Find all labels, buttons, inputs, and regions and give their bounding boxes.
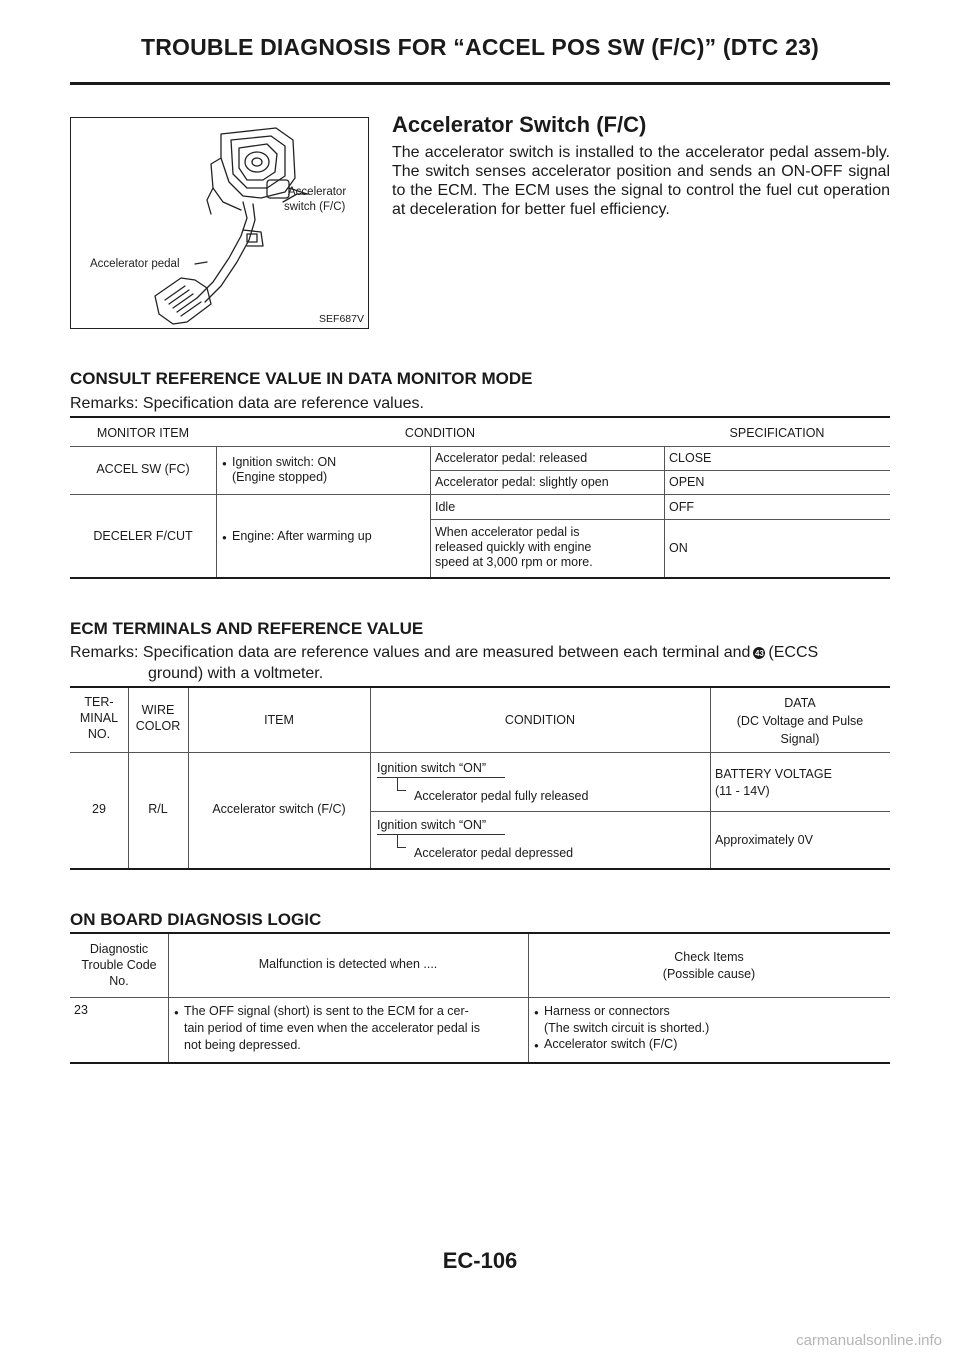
ecm-condition-b-top: Ignition switch “ON” — [377, 818, 487, 832]
consult-heading: CONSULT REFERENCE VALUE IN DATA MONITOR MODE — [70, 369, 533, 388]
data-line: (11 - 14V) — [715, 784, 770, 798]
table-rule — [430, 519, 890, 520]
condition-line: released quickly with engine — [435, 540, 592, 554]
ecm-terminal-number: 29 — [92, 802, 106, 816]
obd-header-check — [528, 949, 890, 983]
table-divider — [168, 934, 169, 1063]
table-divider — [128, 688, 129, 869]
header-line: MINAL — [79, 711, 119, 725]
section-title: Accelerator Switch (F/C) — [392, 112, 647, 137]
consult-sub-condition: Accelerator pedal: slightly open — [435, 475, 609, 489]
ecm-heading: ECM TERMINALS AND REFERENCE VALUE — [70, 619, 424, 638]
consult-header-monitor-item: MONITOR ITEM — [96, 426, 190, 440]
condition-line: When accelerator pedal is — [435, 525, 580, 539]
table-rule — [370, 811, 890, 812]
accelerator-switch-figure — [70, 117, 369, 329]
consult-condition-main — [222, 455, 427, 485]
obd-check-item-harness — [534, 1003, 884, 1037]
ecm-remarks-line2: ground) with a voltmeter. — [148, 665, 324, 682]
check-line: (The switch circuit is shorted.) — [544, 1021, 710, 1035]
consult-condition-main: ● Engine: After warming up — [222, 529, 427, 544]
ecm-item: Accelerator switch (F/C) — [212, 802, 346, 816]
table-divider — [710, 688, 711, 869]
ecm-wire-color: R/L — [148, 802, 168, 816]
consult-item-accel-sw: ACCEL SW (FC) — [96, 462, 190, 476]
consult-sub-condition: Idle — [435, 500, 456, 514]
ecm-header-condition: CONDITION — [504, 713, 576, 727]
consult-header-specification: SPECIFICATION — [729, 426, 825, 440]
table-rule — [70, 997, 890, 998]
header-line: Signal) — [780, 732, 820, 746]
header-line: Diagnostic — [89, 942, 149, 956]
header-rule — [70, 82, 890, 85]
obd-header-dtc — [70, 941, 168, 989]
consult-sub-condition — [435, 525, 661, 570]
header-line: No. — [109, 974, 129, 988]
ecm-condition-a-sub: Accelerator pedal fully released — [414, 789, 589, 803]
obd-header-malfunction: Malfunction is detected when .... — [258, 957, 438, 971]
header-line: COLOR — [135, 719, 181, 733]
ecm-condition-a-top: Ignition switch “ON” — [377, 761, 487, 775]
table-rule — [70, 686, 890, 688]
consult-spec: CLOSE — [669, 451, 712, 465]
consult-header-condition: CONDITION — [404, 426, 476, 440]
header-line: Trouble Code — [81, 958, 157, 972]
table-rule — [70, 446, 890, 447]
figure-label-switch-line2: switch (F/C) — [284, 201, 346, 213]
remarks-text: Remarks: Specification data are reference values and are measured between each terminal and — [70, 644, 751, 661]
header-line: (Possible cause) — [662, 967, 756, 981]
table-rule — [70, 868, 890, 870]
table-rule — [70, 416, 890, 418]
consult-spec: ON — [669, 541, 688, 555]
ecm-data-b: Approximately 0V — [715, 833, 813, 847]
intro-paragraph: The accelerator switch is installed to the accelerator pedal assem-bly. The switch senses accelerator position and sends an ON-OFF signal to the ECM. The ECM uses the signal to control the fuel cut operation at deceleration for better fuel efficiency. — [392, 144, 890, 218]
table-divider — [430, 446, 431, 578]
figure-label-switch-line1: Accelerator — [288, 186, 347, 198]
obd-malfunction — [174, 1003, 524, 1054]
table-divider — [188, 688, 189, 869]
consult-spec: OPEN — [669, 475, 705, 489]
condition-line: speed at 3,000 rpm or more. — [435, 555, 593, 569]
consult-remarks: Remarks: Specification data are reference values. — [70, 395, 424, 412]
bracket-corner — [397, 778, 406, 791]
ecm-data-a — [715, 766, 832, 800]
table-rule — [430, 470, 890, 471]
ecm-header-wire — [128, 702, 188, 734]
header-line: TER- — [84, 695, 114, 709]
malfunction-line: not being depressed. — [184, 1038, 301, 1052]
consult-spec: OFF — [669, 500, 694, 514]
ecm-remarks — [70, 643, 890, 662]
table-rule — [70, 752, 890, 753]
page-header-title: TROUBLE DIAGNOSIS FOR “ACCEL POS SW (F/C)” (DTC 23) — [140, 34, 820, 60]
remarks-text: (ECCS — [768, 644, 819, 661]
obd-check-item-switch: ● Accelerator switch (F/C) — [534, 1037, 884, 1052]
table-divider — [528, 934, 529, 1063]
malfunction-line: ● The OFF signal (short) is sent to the ECM for a cer- — [184, 1004, 469, 1018]
header-line: Check Items — [674, 950, 744, 964]
header-line: NO. — [87, 727, 111, 741]
table-rule — [70, 932, 890, 934]
condition-line: (Engine stopped) — [232, 470, 328, 484]
table-divider — [370, 688, 371, 869]
table-rule — [70, 577, 890, 579]
header-line: (DC Voltage and Pulse — [736, 714, 864, 728]
malfunction-line: tain period of time even when the accelerator pedal is — [184, 1021, 481, 1035]
consult-item-deceler: DECELER F/CUT — [93, 529, 193, 543]
pedal-illustration — [71, 118, 367, 327]
figure-code: SEF687V — [319, 313, 364, 325]
bracket-corner — [397, 835, 406, 848]
ecm-header-data — [710, 694, 890, 748]
check-line: ● Harness or connectors — [544, 1004, 670, 1018]
figure-label-pedal: Accelerator pedal — [90, 258, 180, 270]
condition-line: ● Ignition switch: ON — [232, 455, 337, 469]
table-divider — [664, 446, 665, 578]
table-rule — [70, 1062, 890, 1064]
ecm-header-terminal — [70, 694, 128, 742]
watermark: carmanualsonline.info — [796, 1332, 942, 1349]
ecm-condition-b-sub: Accelerator pedal depressed — [414, 846, 574, 860]
header-line: DATA — [784, 696, 816, 710]
ground-terminal-badge: 43 — [754, 649, 764, 658]
consult-sub-condition: Accelerator pedal: released — [435, 451, 588, 465]
table-divider — [216, 446, 217, 578]
header-line: WIRE — [141, 703, 175, 717]
table-rule — [70, 494, 890, 495]
data-line: BATTERY VOLTAGE — [715, 767, 832, 781]
obd-heading: ON BOARD DIAGNOSIS LOGIC — [70, 910, 322, 929]
page-number: EC-106 — [442, 1248, 518, 1273]
ecm-header-item: ITEM — [264, 713, 294, 727]
obd-dtc-number: 23 — [74, 1003, 88, 1017]
